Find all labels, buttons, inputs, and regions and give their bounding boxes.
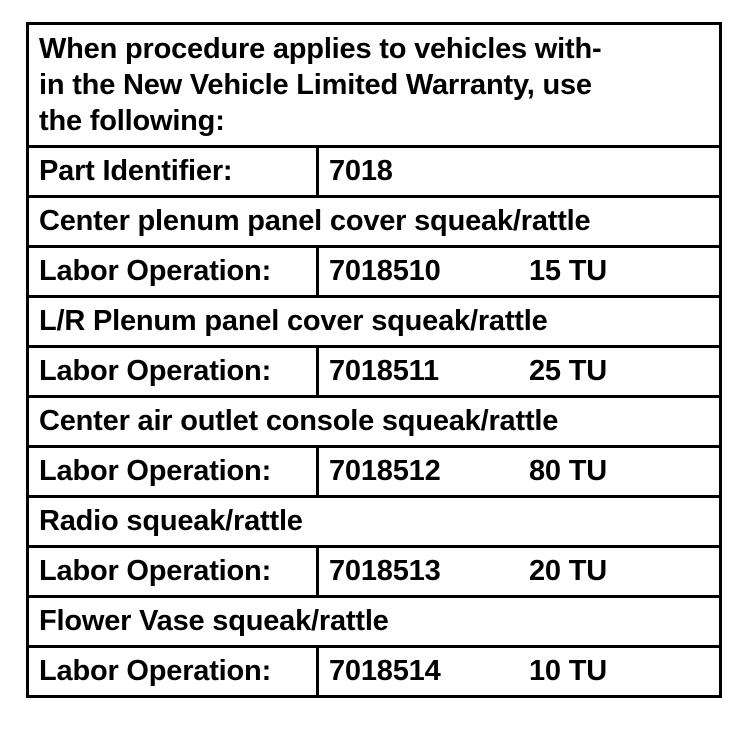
labor-operation-time: 15 TU	[529, 255, 607, 287]
item-description: Center air outlet console squeak/rattle	[39, 405, 559, 437]
labor-operation-label: Labor Operation:	[29, 348, 319, 395]
labor-operation-code: 7018510	[329, 255, 441, 287]
labor-operation-label: Labor Operation:	[29, 248, 319, 295]
part-identifier-value: 7018	[329, 155, 393, 187]
labor-operation-time: 80 TU	[529, 455, 607, 487]
labor-operation-label: Labor Operation:	[29, 548, 319, 595]
description-row	[29, 498, 719, 548]
labor-operation-time: 10 TU	[529, 655, 607, 687]
labor-operation-time: 25 TU	[529, 355, 607, 387]
labor-operation-code: 7018514	[329, 655, 441, 687]
labor-operation-row	[29, 648, 719, 695]
description-row	[29, 298, 719, 348]
part-identifier-label: Part Identifier:	[29, 148, 319, 195]
item-description: Flower Vase squeak/rattle	[39, 605, 389, 637]
intro-text	[29, 25, 719, 148]
item-description: Center plenum panel cover squeak/rattle	[39, 205, 591, 237]
labor-operation-row	[29, 348, 719, 398]
labor-operation-label: Labor Operation:	[29, 648, 319, 695]
labor-operation-time: 20 TU	[529, 555, 607, 587]
labor-operation-row	[29, 548, 719, 598]
warranty-table	[26, 22, 722, 698]
part-identifier-row	[29, 148, 719, 198]
labor-operation-row	[29, 248, 719, 298]
intro-line-3: the following:	[39, 105, 225, 137]
description-row	[29, 598, 719, 648]
item-description: L/R Plenum panel cover squeak/rattle	[39, 305, 548, 337]
intro-line-1: When procedure applies to vehicles with-	[39, 33, 602, 65]
labor-operation-code: 7018512	[329, 455, 441, 487]
labor-operation-label: Labor Operation:	[29, 448, 319, 495]
description-row	[29, 198, 719, 248]
description-row	[29, 398, 719, 448]
labor-operation-code: 7018511	[329, 355, 439, 387]
labor-operation-row	[29, 448, 719, 498]
labor-operation-code: 7018513	[329, 555, 441, 587]
item-description: Radio squeak/rattle	[39, 505, 303, 537]
intro-line-2: in the New Vehicle Limited Warranty, use	[39, 69, 592, 101]
